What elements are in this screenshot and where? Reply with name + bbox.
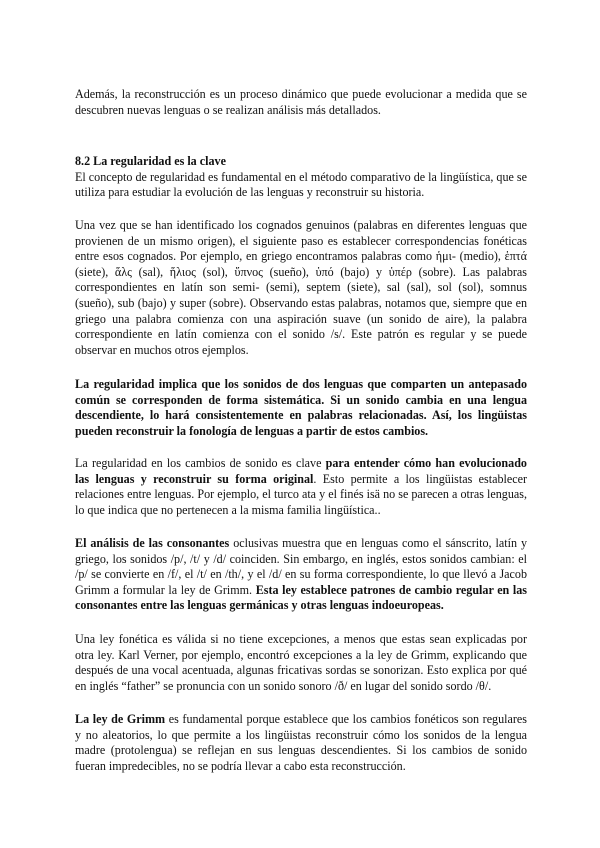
paragraph-text-start: La regularidad en los cambios de sonido es clave [75, 456, 326, 470]
paragraph-bold-conclusion: Esta ley establece patrones de cambio regular en las consonantes entre las lenguas germánicas y otras lenguas indoeuropeas. [75, 582, 527, 613]
paragraph-cognates [75, 218, 527, 358]
section-intro-text: El concepto de regularidad es fundamental en el método comparativo de la lingüística, que se utiliza para estudiar la evolución de las lenguas y reconstruir su historia. [75, 169, 527, 200]
paragraph-text: oclusivas muestra que en lenguas como el sánscrito, latín y griego, los sonidos /p/, /t/ y /d/ coinciden. Sin embargo, en inglés, estos sonidos cambian: el /p/ se convierte en /f/, el /t/ en /th/, y el /d/ en su forma correspondiente, lo que llevó a Jacob Grimm a formular la ley de Grimm. [75, 536, 527, 597]
paragraph-bold-lead: La ley de Grimm [75, 712, 166, 726]
paragraph-text-end: . Esto permite a los lingüistas establecer relaciones entre lenguas. Por ejemplo, el turco ata y el finés isä no se parecen a otras lenguas, lo que indica que no pertenecen a la misma familia lingüística.. [75, 471, 527, 517]
paragraph-verner [75, 632, 527, 694]
section-heading: 8.2 La regularidad es la clave [75, 154, 226, 168]
paragraph-regularity-bold [75, 377, 527, 439]
paragraph-text: Además, la reconstrucción es un proceso dinámico que puede evolucionar a medida que se descubren nuevas lenguas o se realizan análisis más detallados. [75, 87, 527, 117]
paragraph-bold-phrase: para entender cómo han evolucionado las lenguas y reconstruir su forma original [75, 456, 527, 486]
paragraph-grimm-law [75, 712, 527, 774]
section-regularity [75, 154, 527, 201]
paragraph-bold-lead: El análisis de las consonantes [75, 536, 230, 550]
paragraph-sound-changes [75, 456, 527, 518]
paragraph-text: La regularidad implica que los sonidos de dos lenguas que comparten un antepasado común se corresponden de forma sistemática. Si un sonido cambia en una lengua descendiente, lo hará consistentemente en palabras relacionadas. Así, los lingüistas pueden reconstruir la fonología de lenguas a partir de estos cambios. [75, 377, 527, 438]
paragraph-text: es fundamental porque establece que los cambios fonéticos son regulares y no aleatorios, lo que permite a los lingüistas reconstruir cómo los sonidos de la lengua madre (protolengua) se reflejan en sus lenguas descendientes. Si los cambios de sonido fueran impredecibles, no se podría llevar a cabo esta reconstrucción. [75, 712, 527, 773]
paragraph-text: Una ley fonética es válida si no tiene excepciones, a menos que estas sean explicadas por otra ley. Karl Verner, por ejemplo, encontró excepciones a la ley de Grimm, explicando que después de una vocal acentuada, algunas fricativas sordas se sonorizan. Esto explica por qué en inglés “father” se pronuncia con un sonido sonoro /ð/ en lugar del sonido sordo /θ/. [75, 632, 527, 693]
paragraph-reconstruction [75, 87, 527, 118]
paragraph-text: Una vez que se han identificado los cognados genuinos (palabras en diferentes lenguas que provienen de un mismo origen), el siguiente paso es establecer correspondencias fonéticas entre esos cognados. Por ejemplo, en griego encontramos palabras como ἡμι- (medio), ἑπτά (siete), ἅλς (sal), ἥλιος (sol), ὕπνος (sueño), ὑπό (bajo) y ὑπέρ (sobre). Las palabras correspondientes en latín son semi- (semi), septem (siete), sal (sal), sol (sol), somnus (sueño), sub (bajo) y super (sobre). Observando estas palabras, notamos que, siempre que en griego una palabra comienza con una aspiración suave (un sonido de aire), la palabra correspondiente en latín comienza con el sonido /s/. Este patrón es regular y se puede observar en muchos otros ejemplos. [75, 218, 527, 357]
paragraph-consonants [75, 536, 527, 614]
